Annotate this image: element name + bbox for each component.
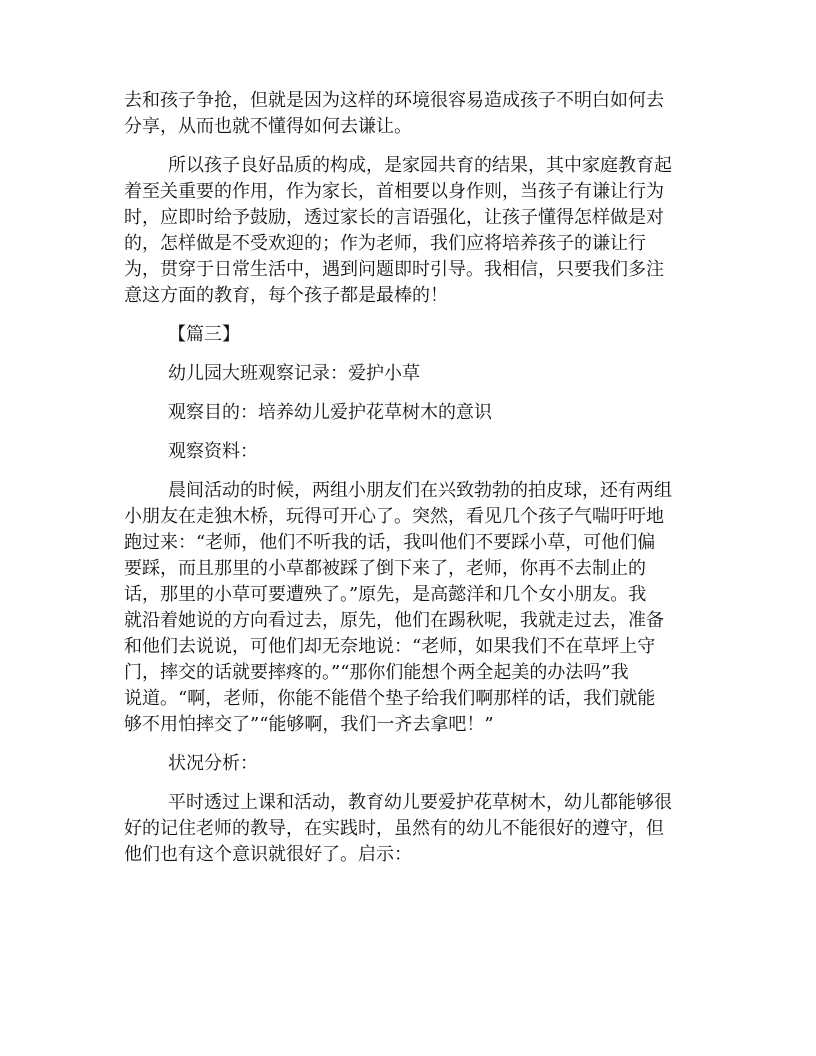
text-line: 观察目的：培养幼儿爱护花草树木的意识 (168, 402, 492, 423)
text-line: 和他们去说说，可他们却无奈地说：“老师，如果我们不在草坪上守 (124, 636, 656, 657)
text-line: 意这方面的教育，每个孩子都是最棒的！ (124, 285, 448, 306)
paragraph (124, 400, 696, 426)
text-line: 所以孩子良好品质的构成，是家园共育的结果，其中家庭教育起 (168, 155, 672, 176)
paragraph (124, 439, 696, 465)
paragraph (124, 322, 696, 348)
text-line: 晨间活动的时候，两组小朋友们在兴致勃勃的拍皮球，还有两组 (168, 480, 672, 501)
text-line: 时，应即时给予鼓励，透过家长的言语强化，让孩子懂得怎样做是对 (124, 207, 664, 228)
text-line: 去和孩子争抢，但就是因为这样的环境很容易造成孩子不明白如何去 (124, 90, 664, 111)
text-line: 够不用怕摔交了”“能够啊，我们一齐去拿吧！” (124, 714, 494, 735)
text-line: 状况分析： (168, 753, 258, 774)
paragraph (124, 751, 696, 777)
text-line: 话，那里的小草可要遭殃了。”原先，是高懿洋和几个女小朋友。我 (124, 584, 647, 605)
text-line: 门，摔交的话就要摔疼的。”“那你们能想个两全起美的办法吗”我 (124, 662, 629, 683)
text-line: 为，贯穿于日常生活中，遇到问题即时引导。我相信，只要我们多注 (124, 259, 664, 280)
text-line: 好的记住老师的教导，在实践时，虽然有的幼儿不能很好的遵守，但 (124, 818, 664, 839)
text-line: 幼儿园大班观察记录：爱护小草 (168, 363, 420, 384)
text-line: 就沿着她说的方向看过去，原先，他们在踢秋呢，我就走过去，准备 (124, 610, 664, 631)
text-line: 观察资料： (168, 441, 258, 462)
paragraph (124, 153, 696, 309)
text-line: 他们也有这个意识就很好了。启示： (124, 844, 412, 865)
paragraph (124, 361, 696, 387)
text-line: 分享，从而也就不懂得如何去谦让。 (124, 116, 412, 137)
text-line: 的，怎样做是不受欢迎的；作为老师，我们应将培养孩子的谦让行 (124, 233, 646, 254)
text-line: 要踩，而且那里的小草都被踩了倒下来了，老师，你再不去制止的 (124, 558, 646, 579)
text-line: 【篇三】 (168, 324, 240, 345)
paragraph (124, 478, 696, 738)
text-line: 着至关重要的作用，作为家长，首相要以身作则，当孩子有谦让行为 (124, 181, 664, 202)
text-line: 说道。“啊，老师，你能不能借个垫子给我们啊那样的话，我们就能 (124, 688, 656, 709)
text-line: 跑过来：“老师，他们不听我的话，我叫他们不要踩小草，可他们偏 (124, 532, 656, 553)
text-line: 小朋友在走独木桥，玩得可开心了。突然，看见几个孩子气喘吁吁地 (124, 506, 664, 527)
paragraph (124, 88, 696, 140)
paragraph (124, 790, 696, 868)
text-line: 平时透过上课和活动，教育幼儿要爱护花草树木，幼儿都能够很 (168, 792, 672, 813)
document-body (124, 88, 696, 868)
